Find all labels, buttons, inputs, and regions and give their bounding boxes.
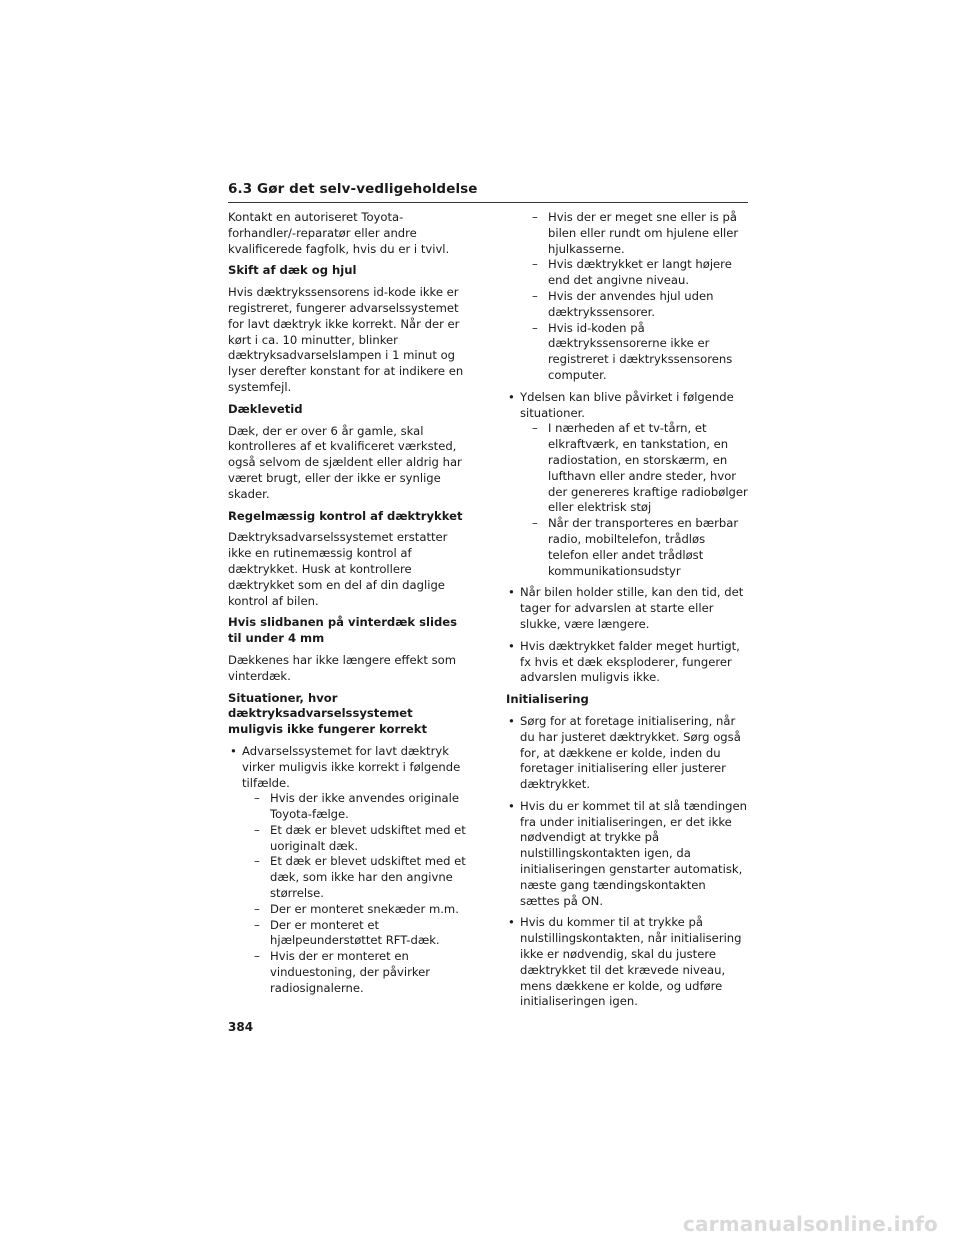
dash-item: – Hvis der ikke anvendes originale Toyota-fælge. <box>246 791 470 823</box>
dash-item: – Hvis dæktrykket er langt højere end det angivne niveau. <box>524 257 748 289</box>
bullet-item: • Hvis dæktrykket falder meget hurtigt, fx hvis et dæk eksploderer, fungerer advarslen muligvis ikke. <box>506 639 748 686</box>
heading: Initialisering <box>506 692 589 707</box>
section-header <box>228 178 748 203</box>
bullet-item <box>506 390 748 580</box>
left-column <box>228 210 470 1003</box>
paragraph: Dæktryksadvarselssystemet erstatter ikke en rutinemæssig kontrol af dæktrykket. Husk at kontrollere dæktrykket som en del af din daglige kontrol af bilen. <box>228 530 448 608</box>
paragraph: Dækkenes har ikke længere effekt som vinterdæk. <box>228 652 457 683</box>
bullet-item: • Hvis du er kommet til at slå tændingen fra under initialiseringen, er det ikke nødvendigt at trykke på nulstillingskontakten igen, da initialiseringen genstarter automatisk, næste gang tændingskontakten sættes på ON. <box>506 799 748 910</box>
dash-item: – Hvis der er monteret en vinduestoning, der påvirker radiosignalerne. <box>246 949 470 996</box>
heading: Skift af dæk og hjul <box>228 263 357 278</box>
page-number: 384 <box>228 1020 254 1034</box>
dash-item: – Der er monteret et hjælpeunderstøttet RFT-dæk. <box>246 918 470 950</box>
dash-item: – Der er monteret snekæder m.m. <box>246 902 470 918</box>
dash-list <box>242 791 470 996</box>
bullet-text: Advarselssystemet for lavt dæktryk virker muligvis ikke korrekt i følgende tilfælde. <box>242 743 461 790</box>
dash-item: – Et dæk er blevet udskiftet med et dæk, som ikke har den angivne størrelse. <box>246 854 470 901</box>
section-title: 6.3 Gør det selv-vedligeholdelse <box>228 181 478 197</box>
heading: Regelmæssig kontrol af dæktrykket <box>228 508 463 523</box>
bullet-item: • Hvis du kommer til at trykke på nulstillingskontakten, når initialisering ikke er nødvendig, skal du justere dæktrykket til det krævede niveau, mens dækkene er kolde, og udføre initialiseringen igen. <box>506 915 748 1010</box>
bullet-text: Ydelsen kan blive påvirket i følgende situationer. <box>520 389 734 420</box>
heading: Dæklevetid <box>228 401 303 416</box>
bullet-list <box>228 744 470 997</box>
dash-item: – Et dæk er blevet udskiftet med et uoriginalt dæk. <box>246 823 470 855</box>
paragraph: Dæk, der er over 6 år gamle, skal kontrolleres af et kvalificeret værksted, også selvom de sjældent eller aldrig har været brugt, eller der ikke er synlige skader. <box>228 423 462 501</box>
bullet-item: • Når bilen holder stille, kan den tid, det tager for advarslen at starte eller slukke, være længere. <box>506 585 748 632</box>
right-column <box>506 210 748 1016</box>
heading: Hvis slidbanen på vinterdæk slides til under 4 mm <box>228 615 458 646</box>
bullet-list <box>506 390 748 686</box>
dash-list-continued <box>520 210 748 384</box>
bullet-item <box>228 744 470 997</box>
dash-item: – Hvis der anvendes hjul uden dæktrykssensorer. <box>524 289 748 321</box>
paragraph: Hvis dæktrykssensorens id-kode ikke er registreret, fungerer advarselssystemet for lavt dæktryk ikke korrekt. Når der er kørt i ca. 10 minutter, blinker dæktryksadvarselslampen i 1 minut og lyser derefter konstant for at indikere en systemfejl. <box>228 285 464 394</box>
dash-item: – Når der transporteres en bærbar radio, mobiltelefon, trådløs telefon eller andet trådløst kommunikationsudstyr <box>524 516 748 579</box>
watermark: carmanualsonline.info <box>682 1212 938 1236</box>
paragraph: Kontakt en autoriseret Toyota-forhandler/-reparatør eller andre kvalificerede fagfolk, hvis du er i tvivl. <box>228 210 450 256</box>
dash-item: – Hvis id-koden på dæktrykssensorerne ikke er registreret i dæktrykssensorens computer. <box>524 321 748 384</box>
dash-item: – I nærheden af et tv-tårn, et elkraftværk, en tankstation, en radiostation, en storskærm, en lufthavn eller andre steder, hvor der genereres kraftige radiobølger eller elektrisk støj <box>524 421 748 516</box>
dash-item: – Hvis der er meget sne eller is på bilen eller rundt om hjulene eller hjulkasserne. <box>524 210 748 257</box>
bullet-item: • Sørg for at foretage initialisering, når du har justeret dæktrykket. Sørg også for, at dækkene er kolde, inden du foretager initialisering eller justerer dæktrykket. <box>506 714 748 793</box>
heading: Situationer, hvor dæktryksadvarselssystemet muligvis ikke fungerer korrekt <box>228 690 427 737</box>
dash-list <box>520 421 748 579</box>
bullet-list <box>506 714 748 1010</box>
